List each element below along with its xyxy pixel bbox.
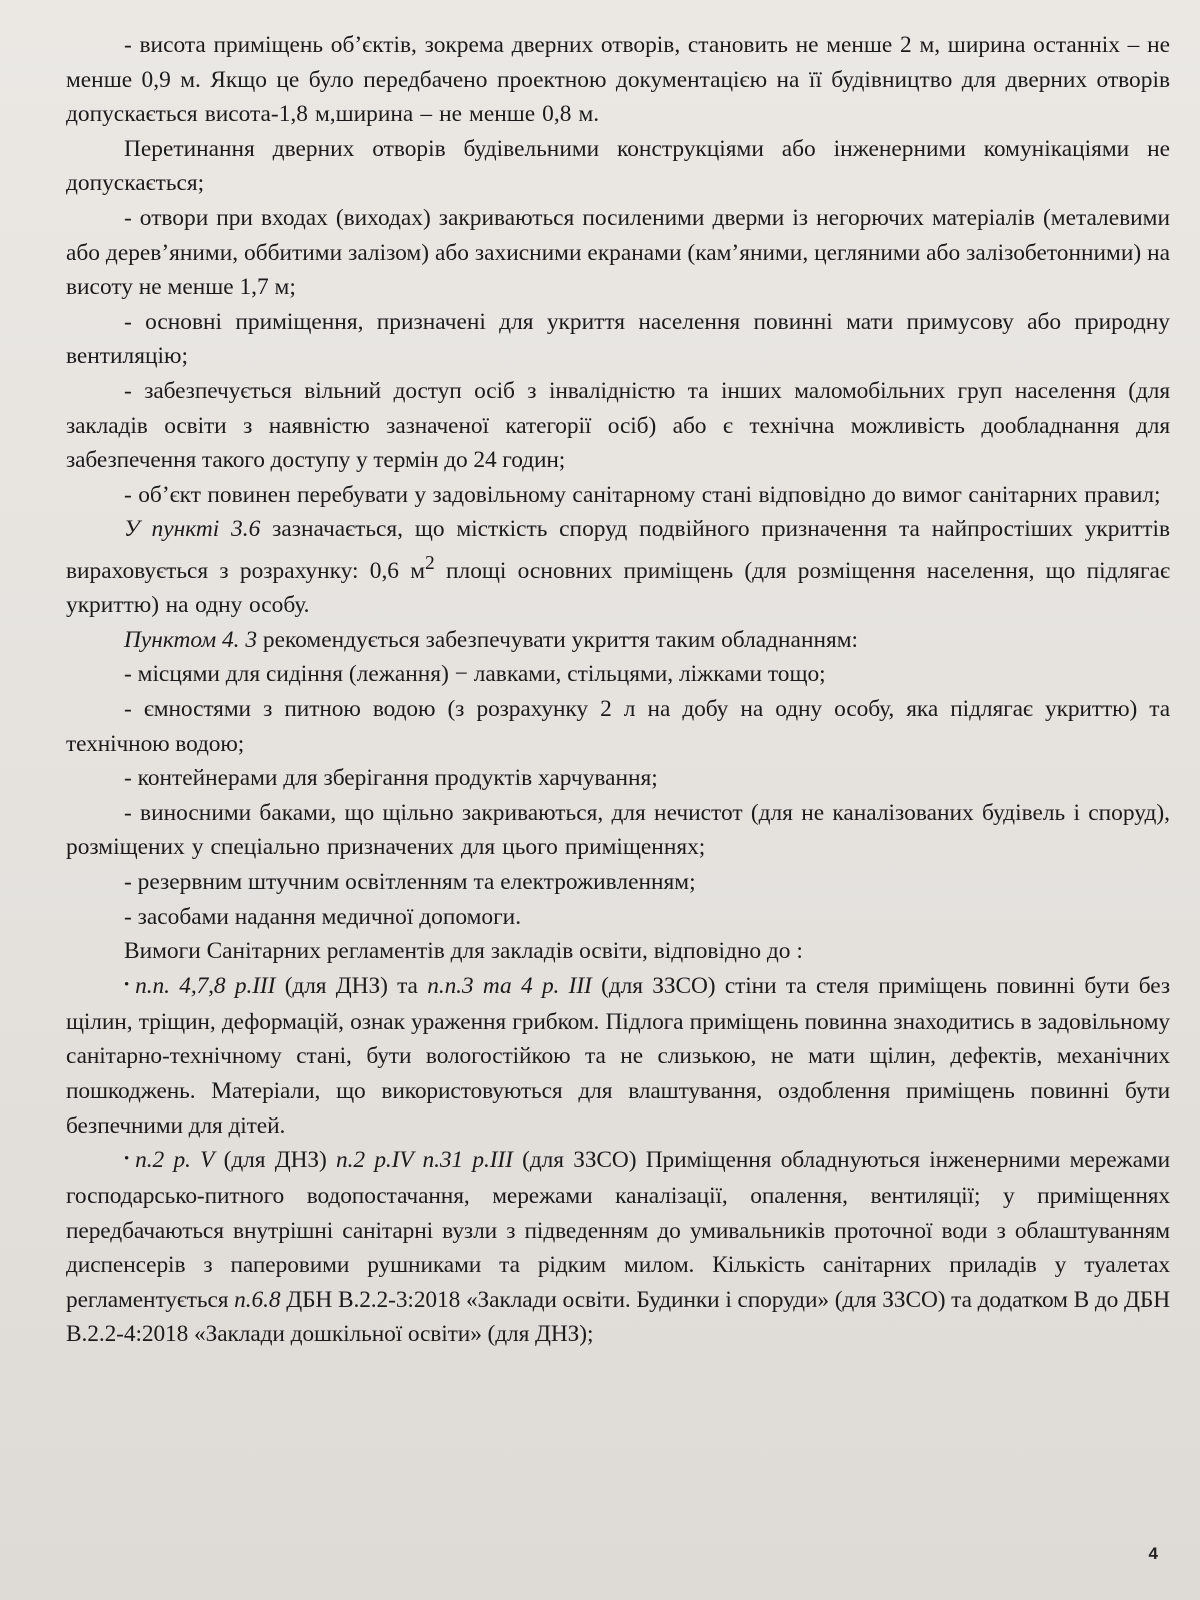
paragraph-engineering-networks <box>66 1143 1170 1352</box>
clause-reference: п.п.3 та 4 р. ІІІ <box>427 972 592 999</box>
paragraph-text: зазначається, що місткість споруд подвійного призначення та найпростіших укриттів вираховується з розрахунку: 0,6 м <box>66 516 1170 584</box>
clause-reference: п.2 р.ІV п.31 р.ІІІ <box>336 1147 513 1174</box>
bullet-icon: • <box>124 977 130 994</box>
paragraph-text: - об’єкт повинен перебувати у задовільному санітарному стані відповідно до вимог санітарних правил; <box>124 481 1161 508</box>
list-item-seating <box>66 657 1170 692</box>
paragraph-entrance-doors <box>66 201 1170 305</box>
paragraph-text: (для ЗЗСО) Приміщення обладнуються інженерними мережами господарсько-питного водопостачання, мережами каналізації, опалення, вентиляції; у приміщеннях передбачаються внутрішні санітарні вузли з підведенням до умивальників проточної води з облаштуванням диспенсерів з паперовими рушниками та рідким милом. Кількість санітарних приладів у туалетах регламентується <box>66 1147 1170 1313</box>
list-item-waste-tanks <box>66 796 1170 865</box>
paragraph-equipment-intro <box>66 623 1170 658</box>
page-number: 4 <box>1148 1544 1158 1564</box>
paragraph-sanitary-state <box>66 478 1170 513</box>
paragraph-text: - контейнерами для зберігання продуктів харчування; <box>124 765 658 792</box>
paragraph-capacity <box>66 512 1170 623</box>
paragraph-walls-floor <box>66 969 1170 1143</box>
paragraph-text: - висота приміщень об’єктів, зокрема дверних отворів, становить не менше 2 м, ширина останніх – не менше 0,9 м. Якщо це було передбачено проектною документацією на її будівництво для дверних отворів допускається висота-1,8 м,ширина – не менше 0,8 м. <box>66 32 1170 128</box>
paragraph-text: - засобами надання медичної допомоги. <box>124 903 522 930</box>
paragraph-text: Вимоги Санітарних регламентів для закладів освіти, відповідно до : <box>124 938 803 965</box>
paragraph-text: (для ДНЗ) <box>214 1147 337 1174</box>
bullet-icon: • <box>124 1151 130 1168</box>
paragraph-text: - основні приміщення, призначені для укриття населення повинні мати примусову або природну вентиляцію; <box>66 308 1170 370</box>
paragraph-text: - забезпечується вільний доступ осіб з інвалідністю та інших маломобільних груп населення (для закладів освіти з наявністю зазначеної категорії осіб) або є технічна можливість дообладнання для забезпечення такого доступу у термін до 24 годин; <box>66 377 1170 474</box>
paragraph-door-height <box>66 28 1170 132</box>
clause-reference: п.2 р. V <box>135 1147 215 1174</box>
paragraph-text: - отвори при входах (виходах) закриваються посиленими дверми із негорючих матеріалів (металевими або дерев’яними, оббитими залізом) або захисними екранами (кам’яними, цегляними або залізобетонними) на висоту не менше 1,7 м; <box>66 204 1170 301</box>
paragraph-text: Перетинання дверних отворів будівельними конструкціями або інженерними комунікаціями не допускається; <box>66 135 1170 197</box>
paragraph-ventilation <box>66 305 1170 374</box>
paragraph-text: - резервним штучним освітленням та електроживленням; <box>124 869 696 896</box>
list-item-medical-aid <box>66 900 1170 935</box>
clause-reference: Пунктом 4. 3 <box>124 626 258 653</box>
paragraph-sanitary-regulations <box>66 934 1170 969</box>
clause-reference: У пункті 3.6 <box>124 516 261 543</box>
paragraph-door-obstruction <box>66 132 1170 201</box>
paragraph-accessibility <box>66 374 1170 478</box>
list-item-food-containers <box>66 761 1170 796</box>
paragraph-text: рекомендується забезпечувати укриття таким обладнанням: <box>257 626 859 653</box>
paragraph-text: - місцями для сидіння (лежання) − лавками, стільцями, ліжками тощо; <box>124 661 826 688</box>
list-item-water <box>66 692 1170 761</box>
clause-reference: п.6.8 <box>234 1286 281 1313</box>
list-item-backup-lighting <box>66 865 1170 900</box>
paragraph-text: ДБН В.2.2-3:2018 «Заклади освіти. Будинки і споруди» (для ЗЗСО) та додатком В до ДБН В.2.2-4:2018 «Заклади дошкільної освіти» (для ДНЗ); <box>66 1286 1170 1348</box>
superscript: 2 <box>425 552 435 574</box>
paragraph-text: - виносними баками, що щільно закриваються, для нечистот (для не каналізованих будівель і споруд), розміщених у спеціально призначених для цього приміщеннях; <box>66 799 1170 861</box>
paragraph-text: (для ДНЗ) та <box>275 972 428 999</box>
paragraph-text: (для ЗЗСО) стіни та стеля приміщень повинні бути без щілин, тріщин, деформацій, ознак ураження грибком. Підлога приміщень повинна знаходитись в задовільному санітарно-технічному стані, бути вологостійкою та не слизькою, не мати щілин, дефектів, механічних пошкоджень. Матеріали, що використовуються для влаштування, оздоблення приміщень повинні бути безпечними для дітей. <box>66 972 1170 1139</box>
paragraph-text: - ємностями з питною водою (з розрахунку 2 л на добу на одну особу, яка підлягає укриттю) та технічною водою; <box>66 696 1170 757</box>
paragraph-text: площі основних приміщень (для розміщення населення, що підлягає укриттю) на одну особу. <box>66 557 1170 619</box>
clause-reference: п.п. 4,7,8 р.ІІІ <box>135 972 276 999</box>
